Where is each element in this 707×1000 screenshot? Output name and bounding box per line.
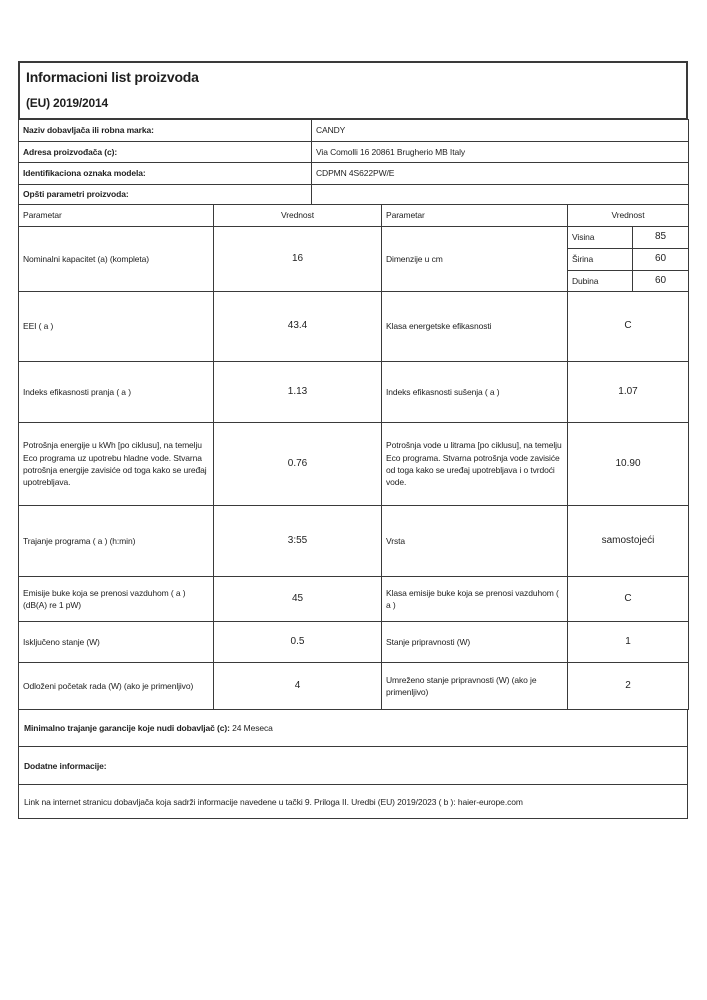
dimension-height-label: Visina [568,227,633,249]
table-row [19,622,689,663]
model-identifier-label: Identifikaciona oznaka modela: [19,163,312,185]
additional-info-row [18,746,688,785]
table-row [19,663,689,710]
table-row [19,163,689,185]
table-row [19,362,689,423]
warranty-value: 24 Meseca [229,723,273,733]
off-mode-param: Isključeno stanje (W) [19,622,214,663]
manufacturer-address-label: Adresa proizvođača (c): [19,142,312,163]
general-parameters-empty-cell [312,185,689,205]
energy-class-value: C [568,292,689,362]
noise-class-param: Klasa emisije buke koja se prenosi vazduhom ( a ) [382,577,568,622]
noise-emission-param: Emisije buke koja se prenosi vazduhom ( a ) (dB(A) re 1 pW) [19,577,214,622]
off-mode-value: 0.5 [214,622,382,663]
column-header-vrednost-left: Vrednost [214,205,382,227]
table-row [19,423,689,506]
table-row [19,120,689,142]
column-header-vrednost-right: Vrednost [568,205,689,227]
table-row [19,227,689,249]
manufacturer-address-value: Via Comolli 16 20861 Brugherio MB Italy [312,142,689,163]
table-row [19,506,689,577]
table-row [19,577,689,622]
water-consumption-param: Potrošnja vode u litrama [po ciklusu], na temelju Eco programa. Stvarna potrošnja vode zavisiće od toga kako se uređaj upotrebljava i o tvrdoći vode. [382,423,568,506]
energy-consumption-value: 0.76 [214,423,382,506]
supplier-name-value: CANDY [312,120,689,142]
capacity-value: 16 [214,227,382,292]
column-header-parametar-left: Parametar [19,205,214,227]
dimension-width-value: 60 [633,249,689,271]
dimensions-param: Dimenzije u cm [382,227,568,292]
product-fiche [18,61,688,819]
column-header-parametar-right: Parametar [382,205,568,227]
type-value: samostojeći [568,506,689,577]
dimension-height-value: 85 [633,227,689,249]
eei-value: 43.4 [214,292,382,362]
supplier-link-text: Link na internet stranicu dobavljača koja sadrži informacije navedene u tački 9. Priloga II. Uredbi (EU) 2019/2023 ( b ): haier-europe.com [24,796,523,807]
dimension-depth-label: Dubina [568,271,633,292]
supplier-section-table [18,119,689,205]
delay-start-value: 4 [214,663,382,710]
drying-index-param: Indeks efikasnosti sušenja ( a ) [382,362,568,423]
cleaning-index-value: 1.13 [214,362,382,423]
table-row [19,185,689,205]
table-row [19,142,689,163]
noise-class-value: C [568,577,689,622]
general-parameters-label: Opšti parametri proizvoda: [19,185,312,205]
dimension-depth-value: 60 [633,271,689,292]
title-box [18,61,688,120]
supplier-link-row [18,784,688,819]
type-param: Vrsta [382,506,568,577]
energy-class-param: Klasa energetske efikasnosti [382,292,568,362]
parameters-table [18,204,689,710]
standby-value: 1 [568,622,689,663]
supplier-name-label: Naziv dobavljača ili robna marka: [19,120,312,142]
program-duration-value: 3:55 [214,506,382,577]
table-header-row [19,205,689,227]
page-title: Informacioni list proizvoda [26,69,199,85]
noise-emission-value: 45 [214,577,382,622]
eei-param: EEI ( a ) [19,292,214,362]
model-identifier-value: CDPMN 4S622PW/E [312,163,689,185]
additional-info-label: Dodatne informacije: [24,760,107,771]
warranty-row [18,709,688,747]
program-duration-param: Trajanje programa ( a ) (h:min) [19,506,214,577]
drying-index-value: 1.07 [568,362,689,423]
warranty-label: Minimalno trajanje garancije koje nudi dobavljač (c): [24,723,230,733]
capacity-param: Nominalni kapacitet (a) (kompleta) [19,227,214,292]
delay-start-param: Odloženi početak rada (W) (ako je primenljivo) [19,663,214,710]
table-row [19,292,689,362]
regulation-reference: (EU) 2019/2014 [26,96,108,110]
networked-standby-value: 2 [568,663,689,710]
networked-standby-param: Umreženo stanje pripravnosti (W) (ako je primenljivo) [382,663,568,710]
dimension-width-label: Širina [568,249,633,271]
cleaning-index-param: Indeks efikasnosti pranja ( a ) [19,362,214,423]
water-consumption-value: 10.90 [568,423,689,506]
standby-param: Stanje pripravnosti (W) [382,622,568,663]
energy-consumption-param: Potrošnja energije u kWh [po ciklusu], na temelju Eco programa uz upotrebu hladne vode. Stvarna potrošnja energije zavisiće od toga kako se uređaj upotrebljava. [19,423,214,506]
